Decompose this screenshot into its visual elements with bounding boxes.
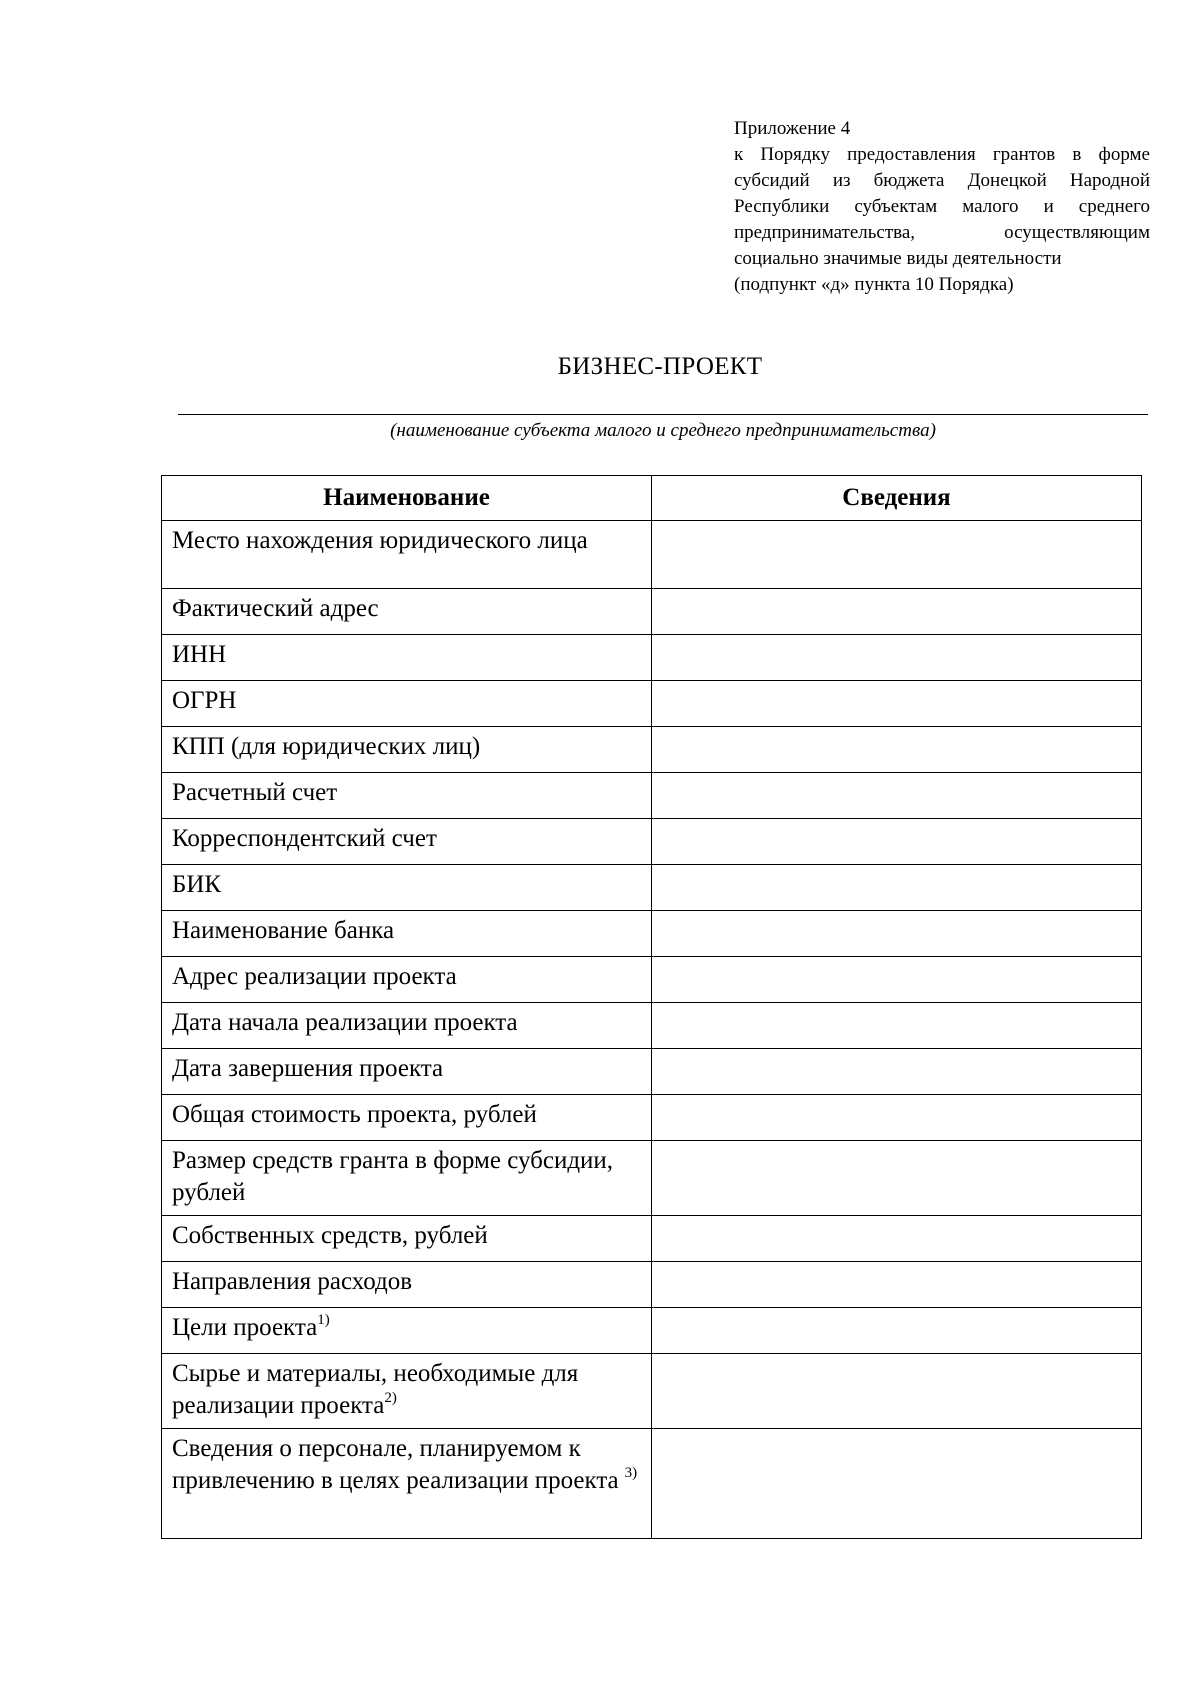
row-value-cell[interactable]: [652, 1354, 1142, 1429]
row-label-cell: [162, 589, 652, 635]
appendix-line: Республики субъектам малого и среднего: [734, 196, 1150, 217]
column-header-name: Наименование: [162, 476, 652, 521]
row-value-cell[interactable]: [652, 1308, 1142, 1354]
row-label-cell: [162, 1095, 652, 1141]
column-header-details: Сведения: [652, 476, 1142, 521]
row-label-cell: [162, 1354, 652, 1429]
table-row: [162, 635, 1142, 681]
row-label: БИК: [172, 871, 222, 898]
table-row: [162, 1216, 1142, 1262]
row-label-cell: [162, 727, 652, 773]
row-value-cell[interactable]: [652, 727, 1142, 773]
row-label: Расчетный счет: [172, 779, 338, 806]
row-label-cell: [162, 1216, 652, 1262]
row-value-cell[interactable]: [652, 1141, 1142, 1216]
row-label-cell: [162, 635, 652, 681]
row-value-cell[interactable]: [652, 1003, 1142, 1049]
table-row: [162, 1429, 1142, 1539]
row-label: Направления расходов: [172, 1268, 413, 1295]
table-row: [162, 521, 1142, 589]
row-value-cell[interactable]: [652, 1049, 1142, 1095]
row-label: Общая стоимость проекта, рублей: [172, 1101, 537, 1128]
appendix-header: [734, 116, 1150, 298]
row-label: ОГРН: [172, 687, 237, 714]
table-row: [162, 1262, 1142, 1308]
row-value-cell[interactable]: [652, 1216, 1142, 1262]
table-row: [162, 1141, 1142, 1216]
row-label: Дата завершения проекта: [172, 1055, 444, 1082]
row-value-cell[interactable]: [652, 957, 1142, 1003]
row-label-cell: [162, 1262, 652, 1308]
row-label: Адрес реализации проекта: [172, 963, 457, 990]
document-title: БИЗНЕС-ПРОЕКТ: [557, 353, 763, 380]
row-label: Сырье и материалы, необходимые для реализации проекта: [172, 1360, 579, 1419]
row-label-cell: [162, 773, 652, 819]
appendix-line: предпринимательства, осуществляющим: [734, 222, 1150, 243]
row-label-cell: [162, 1003, 652, 1049]
table-row: [162, 911, 1142, 957]
table-row: [162, 773, 1142, 819]
row-label-cell: [162, 957, 652, 1003]
row-label: Сведения о персонале, планируемом к привлечению в целях реализации проекта: [172, 1435, 619, 1494]
footnote-marker: 3): [624, 1464, 638, 1481]
table-row: [162, 589, 1142, 635]
row-label: КПП (для юридических лиц): [172, 733, 481, 760]
row-value-cell[interactable]: [652, 589, 1142, 635]
row-label-cell: [162, 911, 652, 957]
row-value-cell[interactable]: [652, 681, 1142, 727]
table-row: [162, 1095, 1142, 1141]
row-value-cell[interactable]: [652, 819, 1142, 865]
row-label-cell: [162, 1141, 652, 1216]
entity-name-blank-line[interactable]: [178, 414, 1148, 415]
row-label-cell: [162, 681, 652, 727]
row-label: Наименование банка: [172, 917, 395, 944]
row-label: Размер средств гранта в форме субсидии, рублей: [172, 1147, 614, 1206]
table-row: [162, 957, 1142, 1003]
table-row: [162, 1308, 1142, 1354]
appendix-line: субсидий из бюджета Донецкой Народной: [734, 170, 1150, 191]
row-label-cell: [162, 1429, 652, 1539]
appendix-line: социально значимые виды деятельности: [734, 248, 1062, 269]
row-value-cell[interactable]: [652, 865, 1142, 911]
row-value-cell[interactable]: [652, 1262, 1142, 1308]
row-label-cell: [162, 1308, 652, 1354]
entity-name-caption: (наименование субъекта малого и среднего предпринимательства): [390, 420, 936, 441]
row-label: Фактический адрес: [172, 595, 379, 622]
table-row: [162, 681, 1142, 727]
appendix-line: Приложение 4: [734, 118, 851, 139]
table-row: [162, 1003, 1142, 1049]
row-label: ИНН: [172, 641, 227, 668]
row-label: Дата начала реализации проекта: [172, 1009, 518, 1036]
footnote-marker: 1): [317, 1311, 330, 1328]
table-row: [162, 865, 1142, 911]
row-value-cell[interactable]: [652, 911, 1142, 957]
row-label-cell: [162, 865, 652, 911]
row-label-cell: [162, 521, 652, 589]
table-row: [162, 1049, 1142, 1095]
row-value-cell[interactable]: [652, 773, 1142, 819]
footnote-marker: 2): [384, 1389, 397, 1406]
business-project-table: [161, 475, 1142, 1539]
row-value-cell[interactable]: [652, 1095, 1142, 1141]
appendix-line: к Порядку предоставления грантов в форме: [734, 144, 1150, 165]
table-row: [162, 819, 1142, 865]
table-row: [162, 727, 1142, 773]
row-label-cell: [162, 819, 652, 865]
row-label: Корреспондентский счет: [172, 825, 437, 852]
row-label: Место нахождения юридического лица: [172, 527, 588, 554]
row-label-cell: [162, 1049, 652, 1095]
row-label: Собственных средств, рублей: [172, 1222, 488, 1249]
table-row: [162, 1354, 1142, 1429]
row-value-cell[interactable]: [652, 1429, 1142, 1539]
row-value-cell[interactable]: [652, 635, 1142, 681]
row-value-cell[interactable]: [652, 521, 1142, 589]
table-header-row: [162, 476, 1142, 521]
row-label: Цели проекта: [172, 1314, 318, 1341]
appendix-line: (подпункт «д» пункта 10 Порядка): [734, 274, 1014, 295]
